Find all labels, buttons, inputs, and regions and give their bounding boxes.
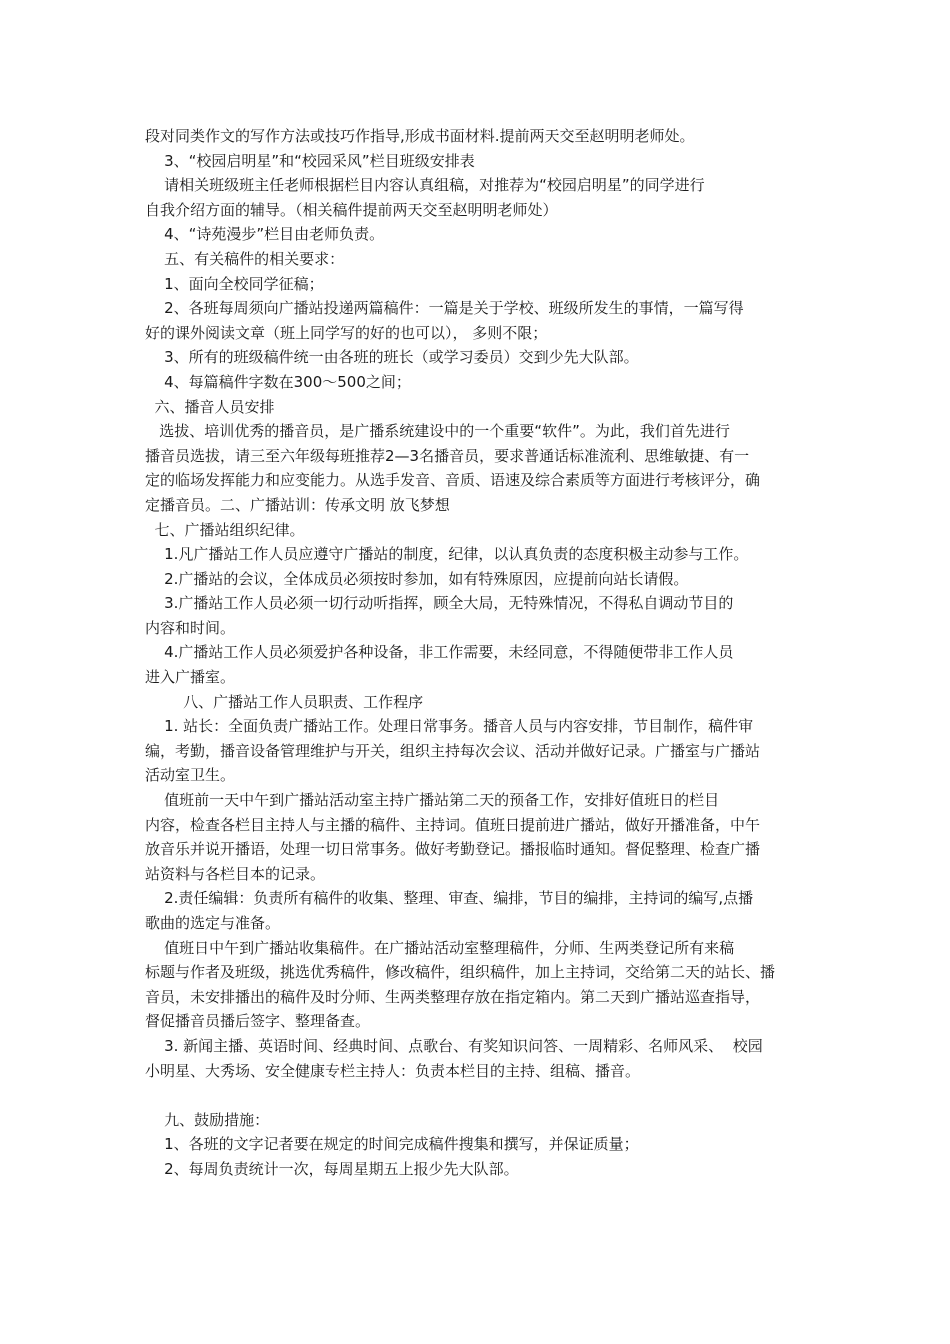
text-line: 内容和时间。	[145, 618, 236, 637]
text-line: 进入广播室。	[145, 668, 236, 687]
text-line: 3、所有的班级稿件统一由各班的班长（或学习委员）交到少先大队部。	[145, 348, 639, 367]
text-line: 值班日中午到广播站收集稿件。在广播站活动室整理稿件，分师、生两类登记所有来稿	[145, 938, 735, 957]
text-line: 4.广播站工作人员必须爱护各种设备，非工作需要，未经同意，不得随便带非工作人员	[145, 643, 734, 662]
text-line: 段对同类作文的写作方法或技巧作指导,形成书面材料.提前两天交至赵明明老师处。	[145, 127, 695, 145]
text-line: 五、有关稿件的相关要求：	[145, 249, 345, 268]
text-line: 2.广播站的会议，全体成员必须按时参加，如有特殊原因，应提前向站长请假。	[145, 569, 689, 588]
text-line: 放音乐并说开播语，处理一切日常事务。做好考勤登记。播报临时通知。督促整理、检查广播	[145, 840, 761, 859]
text-line: 活动室卫生。	[145, 766, 236, 785]
text-line: 定播音员。二、广播站训：传承文明 放飞梦想	[145, 495, 450, 514]
text-line: 值班前一天中午到广播站活动室主持广播站第二天的预备工作，安排好值班日的栏目	[145, 791, 720, 810]
text-line: 2.责任编辑：负责所有稿件的收集、整理、审查、编排，节目的编排，主持词的编写,点播	[145, 889, 754, 908]
text-line: 音员，未安排播出的稿件及时分师、生两类整理存放在指定箱内。第二天到广播站巡查指导，	[145, 987, 761, 1006]
document-body	[145, 124, 815, 1182]
blank-line	[145, 1083, 815, 1108]
text-line: 六、播音人员安排	[145, 397, 275, 416]
text-line: 自我介绍方面的辅导。（相关稿件提前两天交至赵明明老师处）	[145, 200, 558, 219]
text-line: 2、各班每周须向广播站投递两篇稿件：一篇是关于学校、班级所发生的事情，一篇写得	[145, 299, 744, 318]
text-line: 督促播音员播后签字、整理备查。	[145, 1012, 371, 1031]
text-line: 八、广播站工作人员职责、工作程序	[145, 692, 424, 711]
text-line: 1、面向全校同学征稿；	[145, 274, 324, 293]
text-line: 1. 站长：全面负责广播站工作。处理日常事务。播音人员与内容安排，节目制作，稿件审	[145, 717, 754, 736]
text-line: 定的临场发挥能力和应变能力。从选手发音、音质、语速及综合素质等方面进行考核评分，确	[145, 471, 761, 490]
text-line: 站资料与各栏目本的记录。	[145, 864, 326, 883]
text-line: 4、“诗苑漫步”栏目由老师负责。	[145, 225, 385, 244]
text-line: 编，考勤，播音设备管理维护与开关，组织主持每次会议、活动并做好记录。广播室与广播站	[145, 741, 761, 760]
text-line: 播音员选拔，请三至六年级每班推荐2—3名播音员，要求普通话标准流利、思维敏捷、有一	[145, 446, 750, 465]
text-line: 2、每周负责统计一次，每周星期五上报少先大队部。	[145, 1159, 519, 1178]
text-line: 好的课外阅读文章（班上同学写的好的也可以）， 多则不限；	[145, 323, 548, 342]
text-line: 请相关班级班主任老师根据栏目内容认真组稿，对推荐为“校园启明星”的同学进行	[145, 176, 705, 195]
text-line: 七、广播站组织纪律。	[145, 520, 305, 539]
text-line: 歌曲的选定与准备。	[145, 914, 281, 932]
text-line: 内容，检查各栏目主持人与主播的稿件、主持词。值班日提前进广播站，做好开播准备，中午	[145, 815, 761, 834]
text-line: 3.广播站工作人员必须一切行动听指挥，顾全大局，无特殊情况，不得私自调动节目的	[145, 594, 734, 613]
text-line: 3、“校园启明星”和“校园采风”栏目班级安排表	[145, 151, 475, 170]
text-line: 1.凡广播站工作人员应遵守广播站的制度，纪律，以认真负责的态度积极主动参与工作。	[145, 545, 749, 564]
text-line: 标题与作者及班级，挑选优秀稿件，修改稿件，组织稿件，加上主持词，交给第二天的站长、播	[145, 963, 776, 982]
text-line: 4、每篇稿件字数在300～500之间；	[145, 372, 411, 391]
text-line: 1、各班的文字记者要在规定的时间完成稿件搜集和撰写，并保证质量；	[145, 1135, 639, 1154]
text-line: 小明星、大秀场、安全健康专栏主持人：负责本栏目的主持、组稿、播音。	[145, 1061, 641, 1080]
text-line: 3. 新闻主播、英语时间、经典时间、点歌台、有奖知识问答、一周精彩、名师风采、 校园	[145, 1036, 763, 1055]
text-line: 九、鼓励措施：	[145, 1110, 270, 1129]
text-line: 选拔、培训优秀的播音员，是广播系统建设中的一个重要“软件”。为此，我们首先进行	[145, 422, 730, 441]
